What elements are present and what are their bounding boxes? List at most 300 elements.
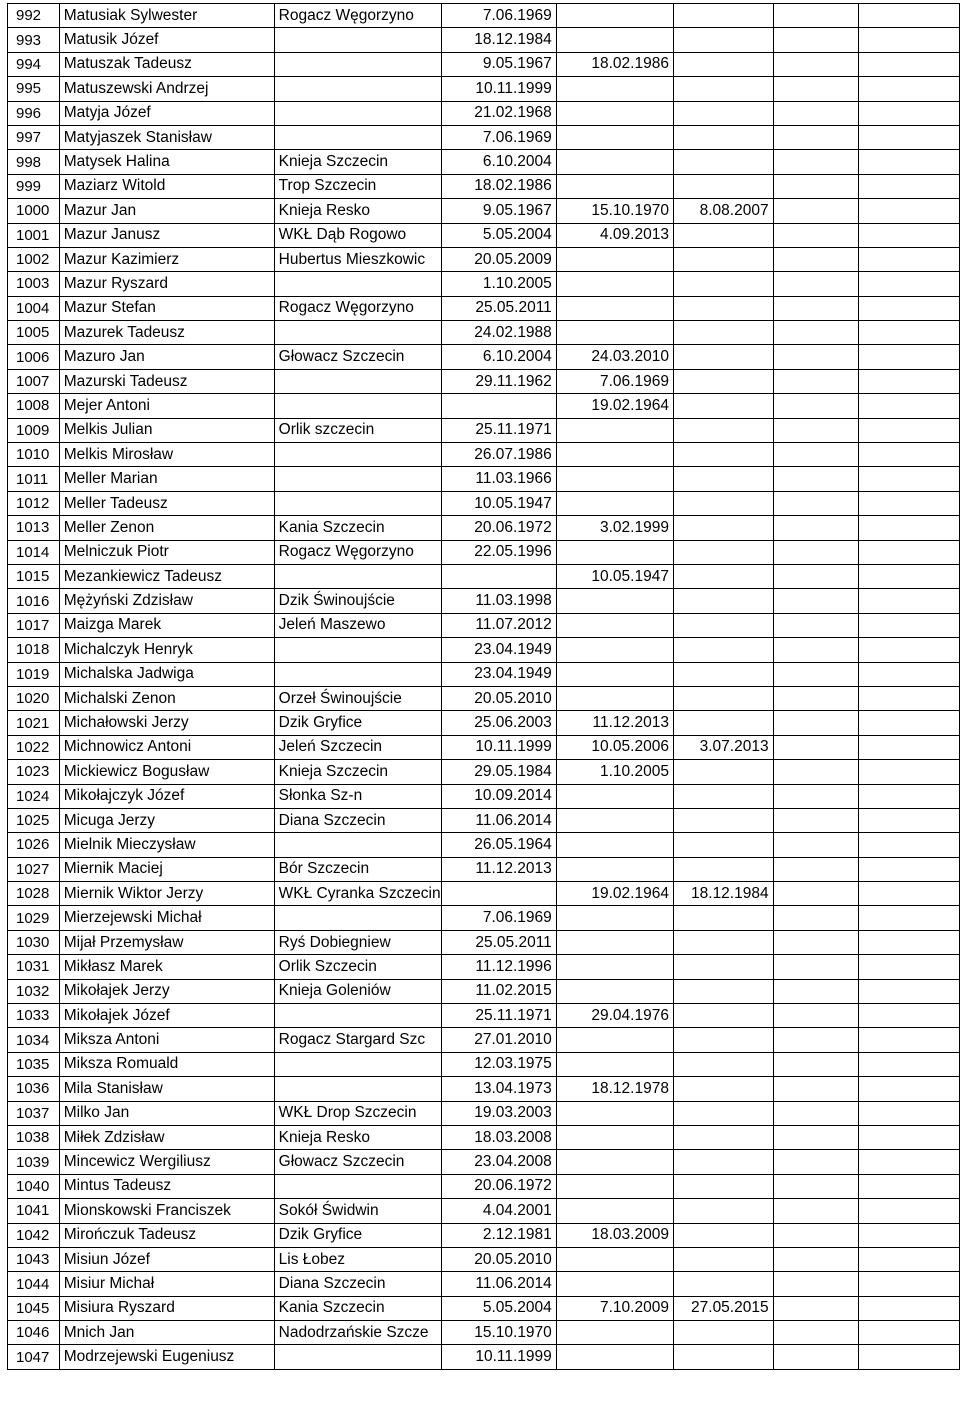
row-number-cell: 1003 (8, 272, 60, 296)
row-number-cell: 1033 (8, 1004, 60, 1028)
member-name-cell: Mionskowski Franciszek (59, 1199, 274, 1223)
date-4-cell (773, 1028, 859, 1052)
date-1-cell: 9.05.1967 (441, 199, 556, 223)
member-name-cell: Meller Zenon (59, 516, 274, 540)
table-row (8, 1125, 960, 1149)
date-2-cell: 15.10.1970 (556, 199, 673, 223)
member-name-cell: Miernik Wiktor Jerzy (59, 882, 274, 906)
club-name-cell (274, 394, 441, 418)
date-2-cell (556, 1150, 673, 1174)
date-3-cell (673, 1345, 773, 1369)
date-5-cell (859, 1247, 960, 1271)
date-3-cell (673, 174, 773, 198)
date-1-cell: 11.12.2013 (441, 857, 556, 881)
date-4-cell (773, 540, 859, 564)
row-number-cell: 1017 (8, 613, 60, 637)
club-name-cell (274, 1345, 441, 1369)
row-number-cell: 994 (8, 52, 60, 76)
date-3-cell (673, 1272, 773, 1296)
date-1-cell: 9.05.1967 (441, 52, 556, 76)
date-4-cell (773, 760, 859, 784)
date-2-cell (556, 125, 673, 149)
date-1-cell: 11.02.2015 (441, 979, 556, 1003)
date-4-cell (773, 101, 859, 125)
table-row (8, 1321, 960, 1345)
club-name-cell: WKŁ Drop Szczecin (274, 1101, 441, 1125)
date-4-cell (773, 564, 859, 588)
date-4-cell (773, 638, 859, 662)
date-1-cell: 23.04.2008 (441, 1150, 556, 1174)
date-1-cell: 1.10.2005 (441, 272, 556, 296)
date-1-cell: 7.06.1969 (441, 125, 556, 149)
member-name-cell: Mincewicz Wergiliusz (59, 1150, 274, 1174)
row-number-cell: 1030 (8, 930, 60, 954)
member-name-cell: Mazur Kazimierz (59, 247, 274, 271)
club-name-cell (274, 321, 441, 345)
row-number-cell: 1014 (8, 540, 60, 564)
club-name-cell (274, 125, 441, 149)
row-number-cell: 1041 (8, 1199, 60, 1223)
row-number-cell: 1018 (8, 638, 60, 662)
date-2-cell (556, 1247, 673, 1271)
row-number-cell: 1007 (8, 369, 60, 393)
member-name-cell: Michalczyk Henryk (59, 638, 274, 662)
date-2-cell: 18.03.2009 (556, 1223, 673, 1247)
table-row (8, 979, 960, 1003)
club-name-cell: Diana Szczecin (274, 1272, 441, 1296)
table-row (8, 1028, 960, 1052)
date-5-cell (859, 857, 960, 881)
date-2-cell (556, 150, 673, 174)
row-number-cell: 1004 (8, 296, 60, 320)
date-3-cell (673, 1174, 773, 1198)
date-3-cell (673, 955, 773, 979)
row-number-cell: 1037 (8, 1101, 60, 1125)
date-5-cell (859, 1223, 960, 1247)
date-2-cell (556, 77, 673, 101)
table-row (8, 150, 960, 174)
table-row (8, 711, 960, 735)
club-name-cell (274, 52, 441, 76)
row-number-cell: 1029 (8, 906, 60, 930)
row-number-cell: 1026 (8, 833, 60, 857)
club-name-cell: Rogacz Węgorzyno (274, 4, 441, 28)
date-1-cell: 7.06.1969 (441, 906, 556, 930)
table-row (8, 1272, 960, 1296)
club-name-cell: Rogacz Stargard Szc (274, 1028, 441, 1052)
date-4-cell (773, 467, 859, 491)
date-4-cell (773, 1052, 859, 1076)
row-number-cell: 1000 (8, 199, 60, 223)
members-table-body (8, 4, 960, 1370)
member-name-cell: Michałowski Jerzy (59, 711, 274, 735)
club-name-cell (274, 467, 441, 491)
row-number-cell: 1031 (8, 955, 60, 979)
member-name-cell: Michnowicz Antoni (59, 735, 274, 759)
row-number-cell: 1008 (8, 394, 60, 418)
date-2-cell: 4.09.2013 (556, 223, 673, 247)
date-4-cell (773, 77, 859, 101)
date-4-cell (773, 711, 859, 735)
date-3-cell (673, 1004, 773, 1028)
date-2-cell (556, 930, 673, 954)
table-row (8, 394, 960, 418)
row-number-cell: 1010 (8, 443, 60, 467)
row-number-cell: 998 (8, 150, 60, 174)
date-5-cell (859, 491, 960, 515)
table-row (8, 101, 960, 125)
member-name-cell: Mintus Tadeusz (59, 1174, 274, 1198)
date-4-cell (773, 979, 859, 1003)
date-2-cell (556, 979, 673, 1003)
date-5-cell (859, 247, 960, 271)
member-name-cell: Miernik Maciej (59, 857, 274, 881)
date-5-cell (859, 1028, 960, 1052)
date-4-cell (773, 662, 859, 686)
row-number-cell: 1016 (8, 589, 60, 613)
date-2-cell (556, 857, 673, 881)
date-1-cell: 5.05.2004 (441, 1296, 556, 1320)
date-5-cell (859, 906, 960, 930)
row-number-cell: 1012 (8, 491, 60, 515)
date-3-cell (673, 77, 773, 101)
date-1-cell: 7.06.1969 (441, 4, 556, 28)
date-3-cell (673, 833, 773, 857)
row-number-cell: 1034 (8, 1028, 60, 1052)
date-1-cell: 25.05.2011 (441, 930, 556, 954)
date-4-cell (773, 199, 859, 223)
date-4-cell (773, 1101, 859, 1125)
club-name-cell (274, 443, 441, 467)
club-name-cell (274, 906, 441, 930)
date-4-cell (773, 491, 859, 515)
table-row (8, 516, 960, 540)
date-3-cell: 18.12.1984 (673, 882, 773, 906)
date-4-cell (773, 808, 859, 832)
date-5-cell (859, 735, 960, 759)
date-3-cell (673, 1125, 773, 1149)
row-number-cell: 1047 (8, 1345, 60, 1369)
date-5-cell (859, 711, 960, 735)
date-5-cell (859, 1296, 960, 1320)
row-number-cell: 1039 (8, 1150, 60, 1174)
member-name-cell: Miłek Zdzisław (59, 1125, 274, 1149)
date-1-cell: 6.10.2004 (441, 345, 556, 369)
date-2-cell: 11.12.2013 (556, 711, 673, 735)
date-4-cell (773, 857, 859, 881)
date-5-cell (859, 784, 960, 808)
date-4-cell (773, 150, 859, 174)
date-5-cell (859, 321, 960, 345)
date-3-cell (673, 979, 773, 1003)
date-3-cell (673, 125, 773, 149)
member-name-cell: Meller Marian (59, 467, 274, 491)
table-row (8, 857, 960, 881)
member-name-cell: Mazur Janusz (59, 223, 274, 247)
row-number-cell: 1025 (8, 808, 60, 832)
date-2-cell (556, 906, 673, 930)
date-4-cell (773, 345, 859, 369)
date-2-cell: 19.02.1964 (556, 394, 673, 418)
date-4-cell (773, 1223, 859, 1247)
date-1-cell: 10.11.1999 (441, 1345, 556, 1369)
date-4-cell (773, 28, 859, 52)
date-3-cell (673, 443, 773, 467)
date-2-cell (556, 4, 673, 28)
date-1-cell (441, 394, 556, 418)
date-3-cell: 8.08.2007 (673, 199, 773, 223)
date-5-cell (859, 516, 960, 540)
table-row (8, 638, 960, 662)
member-name-cell: Mierzejewski Michał (59, 906, 274, 930)
member-name-cell: Mazurski Tadeusz (59, 369, 274, 393)
table-row (8, 686, 960, 710)
date-4-cell (773, 833, 859, 857)
club-name-cell (274, 272, 441, 296)
club-name-cell (274, 564, 441, 588)
date-2-cell (556, 589, 673, 613)
date-5-cell (859, 1077, 960, 1101)
club-name-cell: Knieja Resko (274, 1125, 441, 1149)
club-name-cell (274, 28, 441, 52)
row-number-cell: 997 (8, 125, 60, 149)
date-5-cell (859, 760, 960, 784)
club-name-cell: Kania Szczecin (274, 1296, 441, 1320)
date-3-cell (673, 223, 773, 247)
table-row (8, 467, 960, 491)
table-row (8, 1077, 960, 1101)
member-name-cell: Mezankiewicz Tadeusz (59, 564, 274, 588)
row-number-cell: 1002 (8, 247, 60, 271)
date-2-cell (556, 443, 673, 467)
date-4-cell (773, 589, 859, 613)
date-3-cell (673, 662, 773, 686)
table-row (8, 1223, 960, 1247)
date-1-cell: 29.05.1984 (441, 760, 556, 784)
table-row (8, 4, 960, 28)
member-name-cell: Mielnik Mieczysław (59, 833, 274, 857)
club-name-cell (274, 491, 441, 515)
club-name-cell: Knieja Szczecin (274, 760, 441, 784)
date-2-cell: 7.06.1969 (556, 369, 673, 393)
club-name-cell: Głowacz Szczecin (274, 1150, 441, 1174)
date-2-cell: 29.04.1976 (556, 1004, 673, 1028)
table-row (8, 833, 960, 857)
date-1-cell: 18.12.1984 (441, 28, 556, 52)
date-5-cell (859, 589, 960, 613)
club-name-cell: Głowacz Szczecin (274, 345, 441, 369)
club-name-cell: Jeleń Maszewo (274, 613, 441, 637)
club-name-cell: Sokół Świdwin (274, 1199, 441, 1223)
date-2-cell (556, 808, 673, 832)
table-row (8, 199, 960, 223)
row-number-cell: 996 (8, 101, 60, 125)
date-4-cell (773, 1125, 859, 1149)
date-2-cell (556, 662, 673, 686)
date-3-cell (673, 247, 773, 271)
date-1-cell: 25.06.2003 (441, 711, 556, 735)
date-1-cell: 10.09.2014 (441, 784, 556, 808)
date-5-cell (859, 979, 960, 1003)
table-row (8, 491, 960, 515)
member-name-cell: Matysek Halina (59, 150, 274, 174)
date-5-cell (859, 1272, 960, 1296)
member-name-cell: Melkis Julian (59, 418, 274, 442)
club-name-cell (274, 77, 441, 101)
date-1-cell: 10.05.1947 (441, 491, 556, 515)
date-1-cell: 20.06.1972 (441, 516, 556, 540)
date-2-cell: 18.12.1978 (556, 1077, 673, 1101)
date-4-cell (773, 1321, 859, 1345)
date-5-cell (859, 443, 960, 467)
date-5-cell (859, 808, 960, 832)
row-number-cell: 1019 (8, 662, 60, 686)
date-3-cell (673, 1223, 773, 1247)
table-row (8, 174, 960, 198)
row-number-cell: 1032 (8, 979, 60, 1003)
member-name-cell: Melniczuk Piotr (59, 540, 274, 564)
date-3-cell (673, 613, 773, 637)
date-2-cell (556, 296, 673, 320)
table-row (8, 345, 960, 369)
club-name-cell: Ryś Dobiegniew (274, 930, 441, 954)
date-1-cell: 23.04.1949 (441, 662, 556, 686)
member-name-cell: Melkis Mirosław (59, 443, 274, 467)
club-name-cell: Knieja Szczecin (274, 150, 441, 174)
member-name-cell: Modrzejewski Eugeniusz (59, 1345, 274, 1369)
date-3-cell (673, 467, 773, 491)
date-5-cell (859, 1150, 960, 1174)
date-3-cell: 27.05.2015 (673, 1296, 773, 1320)
date-2-cell (556, 613, 673, 637)
table-row (8, 1150, 960, 1174)
club-name-cell (274, 1174, 441, 1198)
date-1-cell: 11.03.1998 (441, 589, 556, 613)
date-1-cell: 23.04.1949 (441, 638, 556, 662)
date-3-cell (673, 1150, 773, 1174)
member-name-cell: Michalski Zenon (59, 686, 274, 710)
club-name-cell: Bór Szczecin (274, 857, 441, 881)
date-5-cell (859, 882, 960, 906)
date-1-cell: 13.04.1973 (441, 1077, 556, 1101)
date-3-cell (673, 564, 773, 588)
date-3-cell (673, 28, 773, 52)
date-4-cell (773, 52, 859, 76)
date-2-cell (556, 833, 673, 857)
date-1-cell: 20.05.2010 (441, 1247, 556, 1271)
date-2-cell (556, 784, 673, 808)
date-1-cell: 10.11.1999 (441, 735, 556, 759)
table-row (8, 540, 960, 564)
date-4-cell (773, 1004, 859, 1028)
club-name-cell: Orlik szczecin (274, 418, 441, 442)
club-name-cell: Orlik Szczecin (274, 955, 441, 979)
date-1-cell (441, 882, 556, 906)
date-3-cell (673, 638, 773, 662)
member-name-cell: Mikołajek Jerzy (59, 979, 274, 1003)
member-name-cell: Misiura Ryszard (59, 1296, 274, 1320)
member-name-cell: Maziarz Witold (59, 174, 274, 198)
date-5-cell (859, 955, 960, 979)
date-5-cell (859, 1125, 960, 1149)
club-name-cell: Słonka Sz-n (274, 784, 441, 808)
member-name-cell: Matyja Józef (59, 101, 274, 125)
date-3-cell (673, 1028, 773, 1052)
member-name-cell: Mila Stanisław (59, 1077, 274, 1101)
table-row (8, 1004, 960, 1028)
row-number-cell: 1046 (8, 1321, 60, 1345)
date-3-cell (673, 516, 773, 540)
club-name-cell: Knieja Resko (274, 199, 441, 223)
date-1-cell: 21.02.1968 (441, 101, 556, 125)
date-4-cell (773, 1077, 859, 1101)
date-5-cell (859, 564, 960, 588)
date-2-cell (556, 321, 673, 345)
row-number-cell: 1021 (8, 711, 60, 735)
date-1-cell: 26.05.1964 (441, 833, 556, 857)
date-1-cell: 12.03.1975 (441, 1052, 556, 1076)
table-row (8, 321, 960, 345)
date-1-cell: 22.05.1996 (441, 540, 556, 564)
date-5-cell (859, 1345, 960, 1369)
date-1-cell: 26.07.1986 (441, 443, 556, 467)
table-row (8, 784, 960, 808)
member-name-cell: Meller Tadeusz (59, 491, 274, 515)
date-1-cell: 29.11.1962 (441, 369, 556, 393)
date-1-cell: 20.05.2010 (441, 686, 556, 710)
table-row (8, 589, 960, 613)
date-4-cell (773, 1199, 859, 1223)
date-2-cell: 7.10.2009 (556, 1296, 673, 1320)
date-1-cell: 24.02.1988 (441, 321, 556, 345)
member-name-cell: Matuszak Tadeusz (59, 52, 274, 76)
table-row (8, 272, 960, 296)
date-1-cell: 18.02.1986 (441, 174, 556, 198)
date-1-cell: 15.10.1970 (441, 1321, 556, 1345)
date-4-cell (773, 125, 859, 149)
date-4-cell (773, 4, 859, 28)
date-4-cell (773, 1296, 859, 1320)
row-number-cell: 992 (8, 4, 60, 28)
table-row (8, 1199, 960, 1223)
member-name-cell: Matuszewski Andrzej (59, 77, 274, 101)
date-4-cell (773, 1150, 859, 1174)
table-row (8, 247, 960, 271)
club-name-cell: Lis Łobez (274, 1247, 441, 1271)
date-2-cell (556, 955, 673, 979)
date-2-cell (556, 174, 673, 198)
table-row (8, 955, 960, 979)
table-row (8, 296, 960, 320)
date-5-cell (859, 101, 960, 125)
date-3-cell (673, 930, 773, 954)
date-4-cell (773, 882, 859, 906)
table-row (8, 77, 960, 101)
table-row (8, 906, 960, 930)
date-3-cell (673, 857, 773, 881)
date-3-cell (673, 1321, 773, 1345)
date-5-cell (859, 52, 960, 76)
date-5-cell (859, 1321, 960, 1345)
member-name-cell: Mickiewicz Bogusław (59, 760, 274, 784)
row-number-cell: 1036 (8, 1077, 60, 1101)
date-4-cell (773, 613, 859, 637)
club-name-cell: Trop Szczecin (274, 174, 441, 198)
date-3-cell (673, 784, 773, 808)
row-number-cell: 1028 (8, 882, 60, 906)
member-name-cell: Mikłasz Marek (59, 955, 274, 979)
row-number-cell: 1023 (8, 760, 60, 784)
